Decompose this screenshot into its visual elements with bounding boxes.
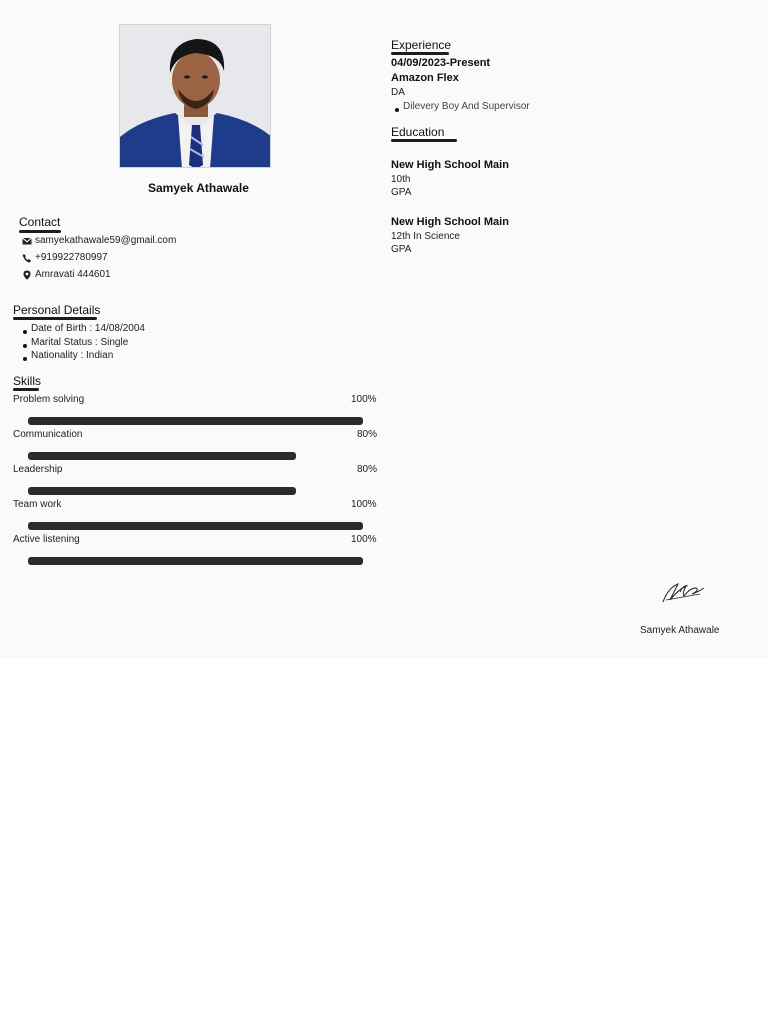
skill-percent: 100% (351, 499, 377, 510)
experience-role: DA (391, 87, 405, 98)
personal-nationality: Nationality : Indian (31, 350, 114, 361)
phone-icon (22, 253, 32, 263)
education-school: New High School Main (391, 159, 509, 171)
bullet-icon (23, 344, 27, 348)
education-heading: Education (391, 125, 445, 139)
personal-item (23, 350, 113, 361)
experience-description: Dilevery Boy And Supervisor (403, 101, 530, 112)
bullet-icon (23, 330, 27, 334)
education-school: New High School Main (391, 216, 509, 228)
contact-heading: Contact (19, 215, 61, 229)
bullet-icon (23, 357, 27, 361)
personal-dob: Date of Birth : 14/08/2004 (31, 323, 145, 334)
profile-photo-graphic (120, 25, 271, 168)
education-level: 10th (391, 174, 411, 185)
experience-bullet-item (395, 101, 530, 112)
contact-phone[interactable]: +919922780997 (35, 252, 108, 263)
contact-address-row (22, 269, 111, 280)
skill-label: Problem solving (13, 394, 85, 405)
location-pin-icon (22, 270, 32, 280)
skills-heading: Skills (13, 374, 42, 388)
skill-bar (28, 557, 363, 565)
contact-address: Amravati 444601 (35, 269, 111, 280)
personal-item (23, 337, 128, 348)
bullet-icon (395, 108, 399, 112)
skill-bar (28, 417, 363, 425)
skill-bar (28, 487, 296, 495)
skill-bar (28, 522, 363, 530)
skill-label: Active listening (13, 534, 80, 545)
education-level: 12th In Science (391, 231, 460, 242)
skill-label: Team work (13, 499, 62, 510)
skills-underline (13, 388, 39, 391)
profile-photo (119, 24, 271, 168)
personal-heading: Personal Details (13, 303, 101, 317)
signature-image (660, 578, 706, 606)
page-lower-area (0, 658, 768, 1024)
contact-phone-row (22, 252, 108, 263)
skill-percent: 80% (357, 429, 378, 440)
profile-name: Samyek Athawale (148, 181, 249, 195)
contact-email[interactable]: samyekathawale59@gmail.com (35, 235, 177, 246)
education-gpa: GPA (391, 187, 412, 198)
experience-company: Amazon Flex (391, 72, 459, 84)
education-gpa: GPA (391, 244, 412, 255)
skill-label: Leadership (13, 464, 63, 475)
personal-item (23, 323, 145, 334)
skill-percent: 100% (351, 394, 377, 405)
experience-period: 04/09/2023-Present (391, 57, 491, 69)
signature-name: Samyek Athawale (640, 625, 720, 636)
experience-underline (391, 52, 449, 55)
contact-underline (19, 230, 61, 233)
personal-underline (13, 317, 97, 320)
experience-heading: Experience (391, 38, 452, 52)
contact-email-row (22, 235, 176, 246)
skill-bar (28, 452, 296, 460)
education-underline (391, 139, 457, 142)
skill-percent: 80% (357, 464, 378, 475)
personal-marital-status: Marital Status : Single (31, 337, 129, 348)
envelope-icon (22, 236, 32, 246)
skill-percent: 100% (351, 534, 377, 545)
skill-label: Communication (13, 429, 83, 440)
